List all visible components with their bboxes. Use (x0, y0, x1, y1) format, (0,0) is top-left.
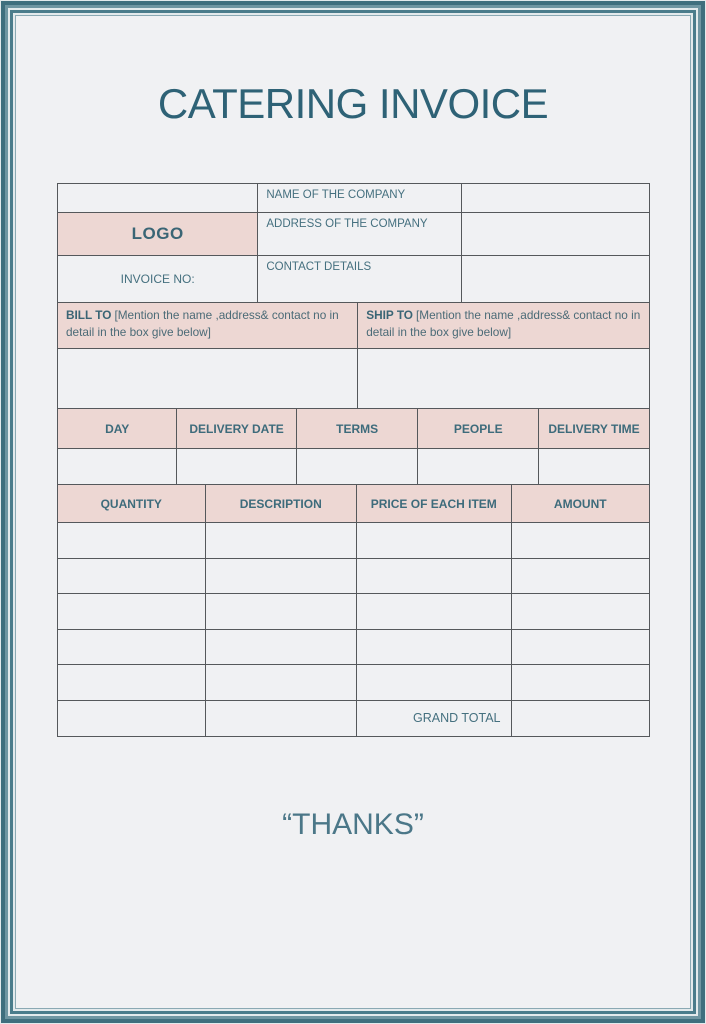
items-row-2-description-cell[interactable] (206, 559, 358, 595)
description-header: DESCRIPTION (206, 485, 358, 523)
day-value-cell[interactable] (58, 449, 177, 484)
items-row-3-description-cell[interactable] (206, 594, 358, 630)
items-table (57, 484, 650, 737)
items-row-5-description-cell[interactable] (206, 665, 358, 701)
items-row-3-quantity-cell[interactable] (58, 594, 206, 630)
logo-top-spacer-cell (58, 184, 258, 213)
ship-to-box[interactable] (358, 349, 649, 408)
items-row-1-amount-cell[interactable] (512, 523, 649, 559)
delivery-table (57, 408, 650, 485)
items-row-1-description-cell[interactable] (206, 523, 358, 559)
day-header: DAY (58, 409, 177, 449)
items-row-5-amount-cell[interactable] (512, 665, 649, 701)
company-address-value-cell[interactable] (462, 213, 649, 256)
items-row-2-amount-cell[interactable] (512, 559, 649, 595)
invoice-body (57, 183, 650, 737)
company-name-label: NAME OF THE COMPANY (258, 184, 461, 213)
invoice-no-label[interactable]: INVOICE NO: (58, 256, 258, 302)
items-row-5-quantity-cell[interactable] (58, 665, 206, 701)
bill-to-hint: [Mention the name ,address& contact no in detail in the box give below] (66, 308, 339, 339)
ship-to-title: SHIP TO (366, 308, 413, 322)
grand-total-label: GRAND TOTAL (357, 701, 511, 737)
contact-details-value-cell[interactable] (462, 256, 649, 302)
thanks-note: “THANKS” (282, 808, 424, 841)
delivery-date-header: DELIVERY DATE (177, 409, 296, 449)
terms-header: TERMS (297, 409, 419, 449)
items-row-1-quantity-cell[interactable] (58, 523, 206, 559)
ship-to-header (358, 303, 649, 349)
quantity-header: QUANTITY (58, 485, 206, 523)
grand-total-row-description-cell[interactable] (206, 701, 358, 737)
delivery-date-value-cell[interactable] (177, 449, 296, 484)
items-row-2-quantity-cell[interactable] (58, 559, 206, 595)
terms-value-cell[interactable] (297, 449, 419, 484)
company-name-value-cell[interactable] (462, 184, 649, 213)
bill-ship-table (57, 302, 650, 409)
delivery-time-value-cell[interactable] (539, 449, 649, 484)
invoice-title: CATERING INVOICE (157, 80, 549, 127)
price-of-each-item-header: PRICE OF EACH ITEM (357, 485, 511, 523)
bill-to-box[interactable] (58, 349, 358, 408)
company-info-table (57, 183, 650, 303)
people-header: PEOPLE (418, 409, 539, 449)
people-value-cell[interactable] (418, 449, 539, 484)
ship-to-hint: [Mention the name ,address& contact no in detail in the box give below] (366, 308, 641, 339)
company-address-label: ADDRESS OF THE COMPANY (258, 213, 461, 256)
grand-total-amount-cell[interactable] (512, 701, 649, 737)
items-row-1-price-cell[interactable] (357, 523, 511, 559)
logo-cell[interactable]: LOGO (58, 213, 258, 256)
items-row-3-amount-cell[interactable] (512, 594, 649, 630)
grand-total-row-quantity-cell[interactable] (58, 701, 206, 737)
items-row-2-price-cell[interactable] (357, 559, 511, 595)
amount-header: AMOUNT (512, 485, 649, 523)
bill-to-header (58, 303, 358, 349)
items-row-4-price-cell[interactable] (357, 630, 511, 666)
delivery-time-header: DELIVERY TIME (539, 409, 649, 449)
items-row-4-quantity-cell[interactable] (58, 630, 206, 666)
items-row-5-price-cell[interactable] (357, 665, 511, 701)
items-row-3-price-cell[interactable] (357, 594, 511, 630)
items-row-4-amount-cell[interactable] (512, 630, 649, 666)
contact-details-label: CONTACT DETAILS (258, 256, 461, 302)
bill-to-title: BILL TO (66, 308, 112, 322)
items-row-4-description-cell[interactable] (206, 630, 358, 666)
